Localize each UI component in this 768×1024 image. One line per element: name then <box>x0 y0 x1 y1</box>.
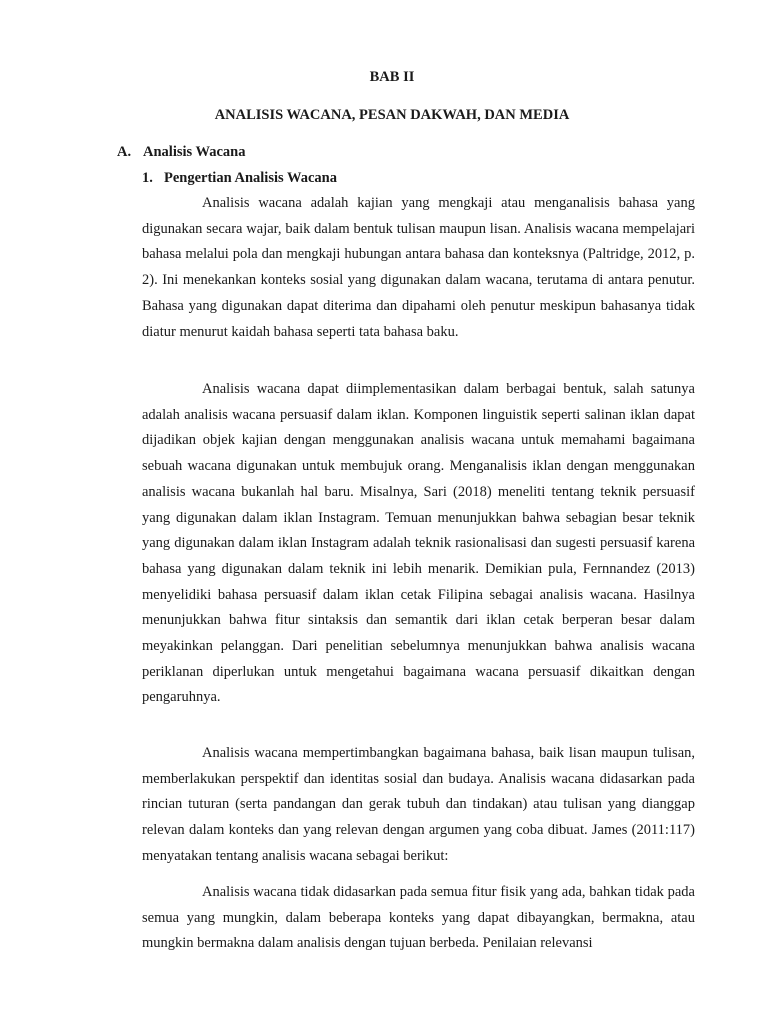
paragraph: Analisis wacana mempertimbangkan bagaimana bahasa, baik lisan maupun tulisan, memberlakukan perspektif dan identitas sosial dan budaya. Analisis wacana didasarkan pada rincian tuturan (serta pandangan dan gerak tubuh dan tindakan) atau tulisan yang dianggap relevan dalam konteks dan yang relevan dengan argumen yang coba dibuat. James (2011:117) menyatakan tentang analisis wacana sebagai berikut: <box>142 745 695 864</box>
chapter-title: ANALISIS WACANA, PESAN DAKWAH, DAN MEDIA <box>214 107 570 123</box>
section-heading <box>117 143 245 161</box>
subsection-heading <box>142 169 337 187</box>
paragraph: Analisis wacana tidak didasarkan pada semua fitur fisik yang ada, bahkan tidak pada semua yang mungkin, dalam beberapa konteks yang dapat dibayangkan, bermakna, atau mungkin bermakna dalam analisis dengan tujuan berbeda. Penilaian relevansi <box>142 884 695 952</box>
paragraph: Analisis wacana dapat diimplementasikan dalam berbagai bentuk, salah satunya adalah analisis wacana persuasif dalam iklan. Komponen linguistik seperti salinan iklan dapat dijadikan objek kajian dengan menggunakan analisis wacana untuk memahami bagaimana sebuah wacana digunakan untuk membujuk orang. Menganalisis iklan dengan menggunakan analisis wacana bukanlah hal baru. Misalnya, Sari (2018) meneliti tentang teknik persuasif yang digunakan dalam iklan Instagram. Temuan menunjukkan bahwa sebagian besar teknik yang digunakan dalam iklan Instagram adalah teknik rasionalisasi dan sugesti persuasif karena bahasa yang digunakan dalam teknik ini lebih menarik. Demikian pula, Fernnandez (2013) menyelidiki bahasa persuasif dalam iklan cetak Filipina sebagai analisis wacana. Hasilnya menunjukkan bahwa fitur sintaksis dan semantik dari iklan cetak berperan besar dalam meyakinkan pelanggan. Dari penelitian sebelumnya menunjukkan bahwa analisis wacana periklanan diperlukan untuk mengetahui bagaimana wacana persuasif dikaitkan dengan pengaruhnya. <box>142 381 695 706</box>
section-title: Analisis Wacana <box>143 144 246 160</box>
subsection-title: Pengertian Analisis Wacana <box>164 170 337 186</box>
subsection-marker: 1. <box>142 170 153 186</box>
paragraph: Analisis wacana adalah kajian yang mengkaji atau menganalisis bahasa yang digunakan secara wajar, baik dalam bentuk tulisan maupun lisan. Analisis wacana mempelajari bahasa melalui pola dan mengkaji hubungan antara bahasa dan konteksnya (Paltridge, 2012, p. 2). Ini menekankan konteks sosial yang digunakan dalam wacana, terutama di antara penutur. Bahasa yang digunakan dapat diterima dan dipahami oleh penutur meskipun bahasanya tidak diatur menurut kaidah bahasa seperti tata bahasa baku. <box>142 195 695 340</box>
chapter-number: BAB II <box>369 69 415 85</box>
section-marker: A. <box>117 144 132 160</box>
